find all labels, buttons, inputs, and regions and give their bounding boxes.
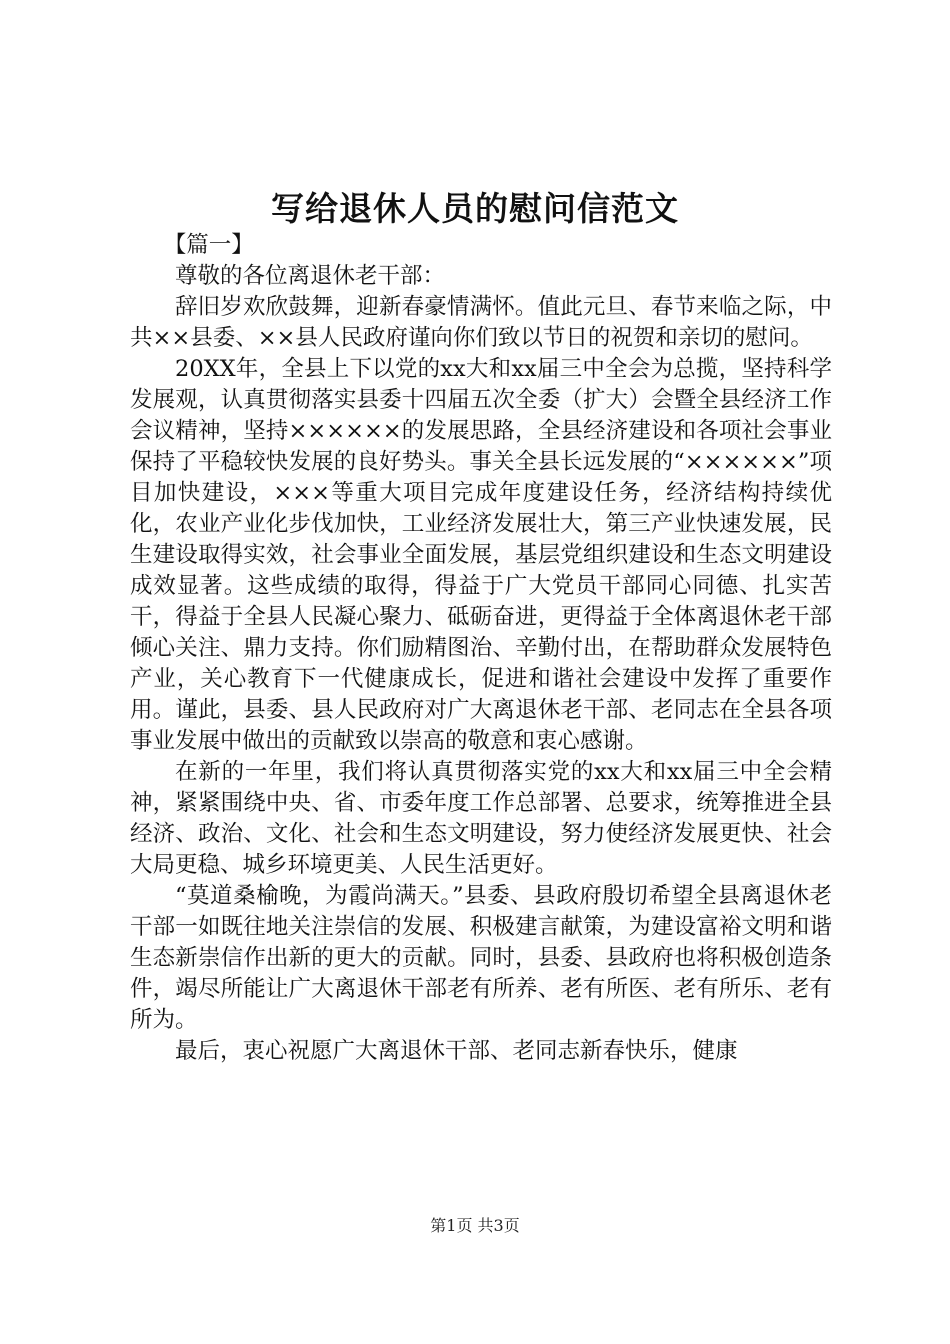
paragraph-4: “莫道桑榆晚，为霞尚满天。”县委、县政府殷切希望全县离退休老干部一如既往地关注崇信的发展、积极建言献策，为建设富裕文明和谐生态新崇信作出新的更大的贡献。同时，县委、县政府也将积极创造条件，竭尽所能让广大离退休干部老有所养、老有所医、老有所乐、老有所为。 [130, 883, 832, 1033]
salutation: 尊敬的各位离退休老干部： [175, 263, 446, 289]
paragraph-3: 在新的一年里，我们将认真贯彻落实党的xx大和xx届三中全会精神，紧紧围绕中央、省、市委年度工作总部署、总要求，统筹推进全县经济、政治、文化、社会和生态文明建设，努力使经济发展更快、社会大局更稳、城乡环境更美、人民生活更好。 [130, 759, 832, 878]
paragraph-1: 辞旧岁欢欣鼓舞，迎新春豪情满怀。值此元旦、春节来临之际，中共××县委、××县人民政府谨向你们致以节日的祝贺和亲切的慰问。 [130, 294, 832, 351]
document-title: 写给退休人员的慰问信范文 [271, 189, 679, 228]
paragraph-5: 最后，衷心祝愿广大离退休干部、老同志新春快乐，健康 [175, 1038, 738, 1064]
section-label: 【篇一】 [163, 232, 254, 258]
page-footer: 第1页 共3页 [430, 1216, 520, 1235]
document-body [130, 230, 832, 1067]
paragraph-2: 20XX年，全县上下以党的xx大和xx届三中全会为总揽，坚持科学发展观，认真贯彻落实县委十四届五次全委（扩大）会暨全县经济工作会议精神，坚持××××××的发展思路，全县经济建设和各项社会事业保持了平稳较快发展的良好势头。事关全县长远发展的“××××××”项目加快建设，×××等重大项目完成年度建设任务，经济结构持续优化，农业产业化步伐加快，工业经济发展壮大，第三产业快速发展，民生建设取得实效，社会事业全面发展，基层党组织建设和生态文明建设成效显著。这些成绩的取得，得益于广大党员干部同心同德、扎实苦干，得益于全县人民凝心聚力、砥砺奋进，更得益于全体离退休老干部倾心关注、鼎力支持。你们励精图治、辛勤付出，在帮助群众发展特色产业，关心教育下一代健康成长，促进和谐社会建设中发挥了重要作用。谨此，县委、县人民政府对广大离退休老干部、老同志在全县各项事业发展中做出的贡献致以崇高的敬意和衷心感谢。 [130, 356, 832, 754]
